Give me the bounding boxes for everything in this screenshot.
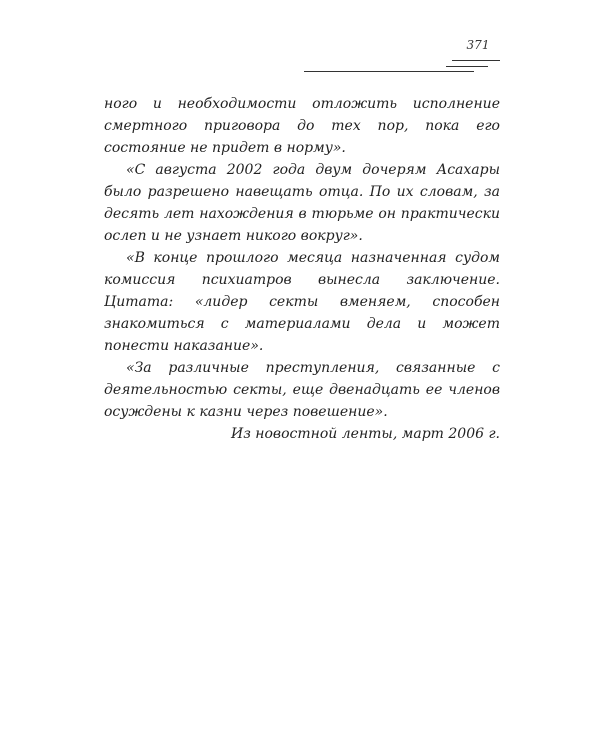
header-rule [304, 71, 474, 72]
paragraph-quote: «За различные преступления, связанные с деятельностью секты, еще двенадцать ее членов осуждены к казни через повешение». [104, 360, 500, 420]
body-text [104, 93, 500, 445]
header-rule [452, 60, 500, 61]
paragraph-quote: «В конце прошлого месяца назначенная судом комиссия психиатров вынесла заключение. Цитата: «лидер секты вменяем, способен знакомиться с материалами дела и может понести наказание». [104, 250, 500, 354]
source-attribution: Из новостной ленты, март 2006 г. [230, 426, 500, 442]
page-number: 371 [466, 38, 490, 52]
header-rule [446, 66, 488, 67]
paragraph-quote: «С августа 2002 года двум дочерям Асахары было разрешено навещать отца. По их словам, за десять лет нахождения в тюрьме он практически ослеп и не узнает никого вокруг». [104, 162, 500, 244]
paragraph-continuation: ного и необходимости отложить исполнение смертного приговора до тех пор, пока его состояние не придет в норму». [104, 96, 500, 156]
